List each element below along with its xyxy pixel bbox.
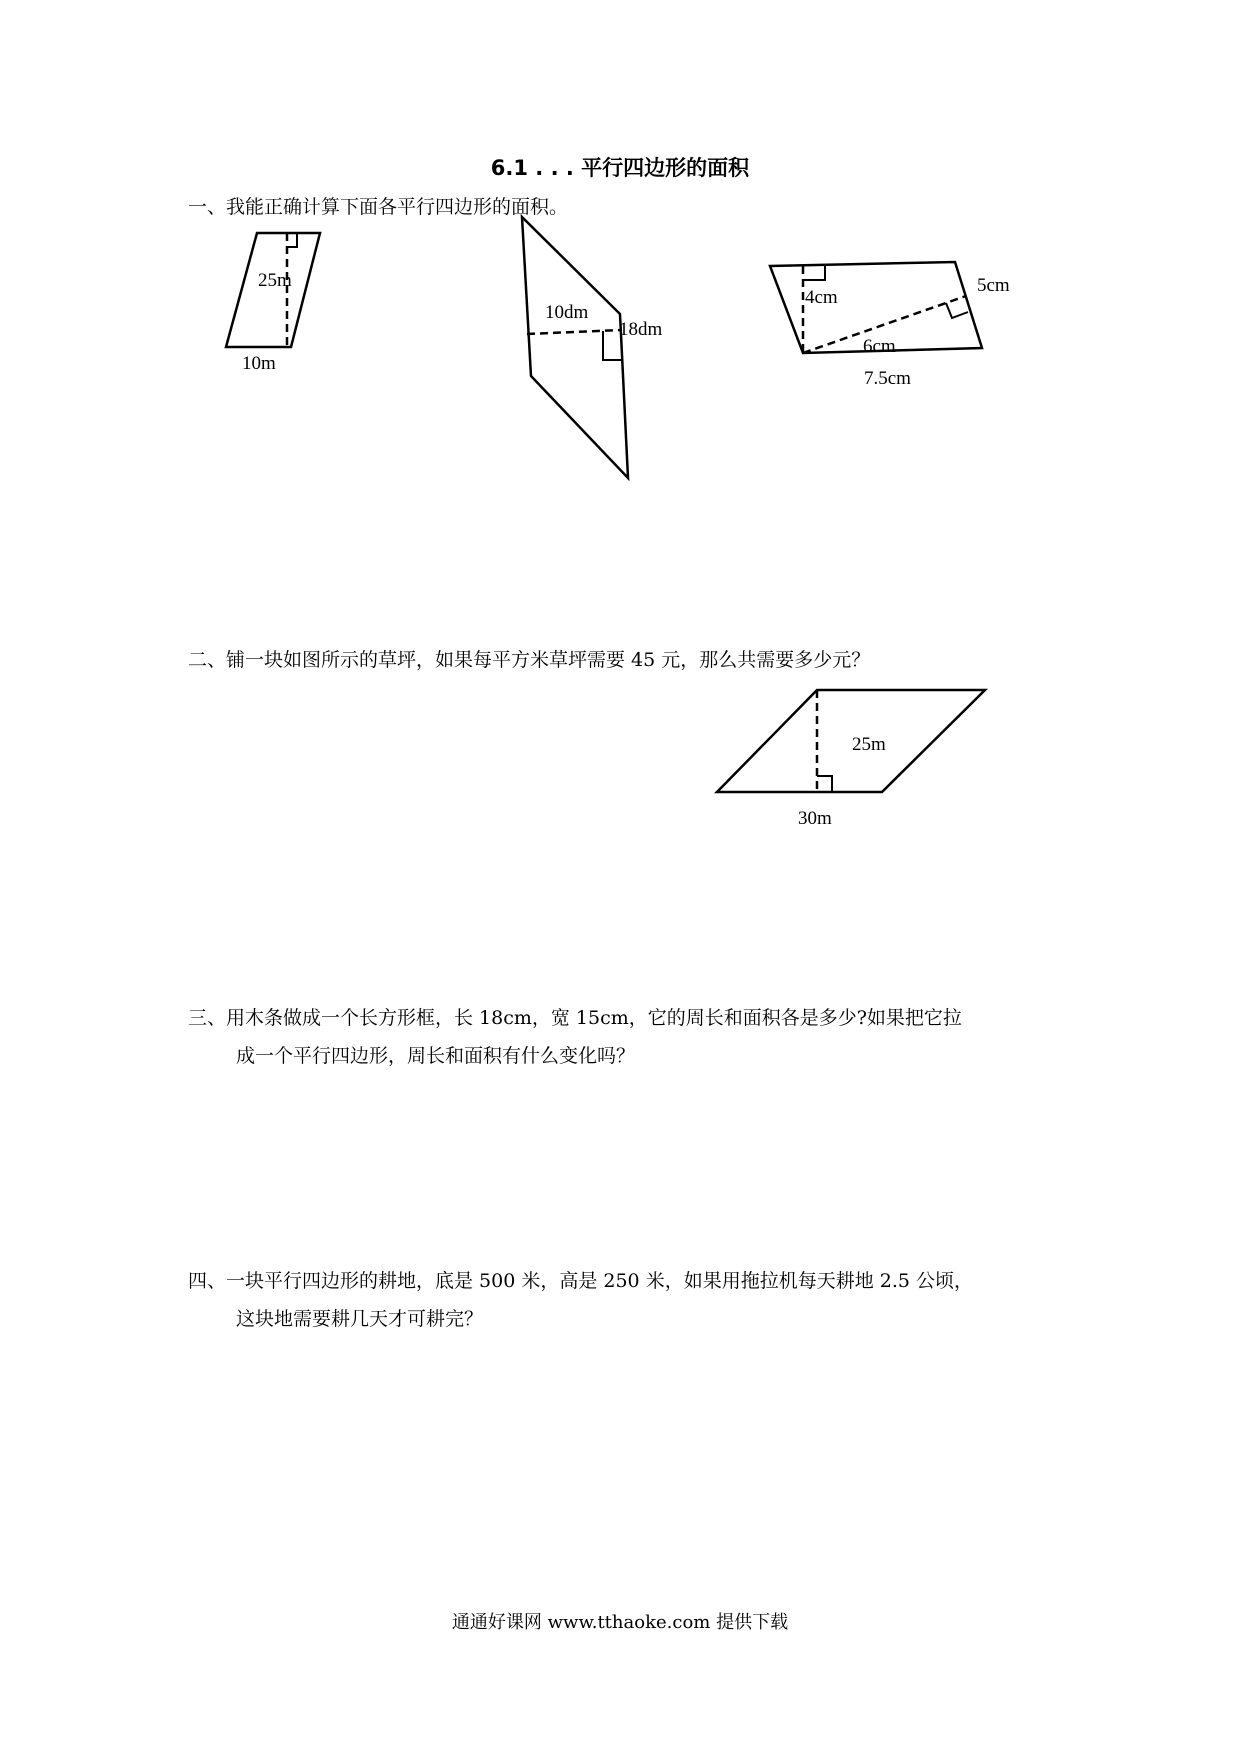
figure-4-height-label: 25m [852, 734, 886, 755]
question-4-line-2: 这块地需要耕几天才可耕完？ [236, 1308, 484, 1330]
figure-3-side-label: 5cm [977, 275, 1010, 296]
figure-3-height-label: 4cm [805, 287, 838, 308]
figure-1-base-label: 10m [242, 353, 276, 374]
question-4-line-1: 四、一块平行四边形的耕地，底是 500 米，高是 250 米，如果用拖拉机每天耕地 2.5 公顷， [188, 1270, 973, 1292]
question-1-text: 一、我能正确计算下面各平行四边形的面积。 [188, 196, 569, 218]
page-title: 6.1 . . . 平行四边形的面积 [490, 156, 750, 180]
figure-3-base-label: 7.5cm [864, 368, 911, 389]
figure-4-parallelogram [717, 690, 985, 792]
figure-1-height-label: 25m [258, 270, 292, 291]
question-3 [188, 999, 962, 1075]
figure-3-alt-label: 6cm [863, 336, 896, 357]
question-2-text: 二、铺一块如图所示的草坪，如果每平方米草坪需要 45 元，那么共需要多少元？ [188, 649, 871, 671]
figure-2-side-label: 18dm [619, 319, 663, 340]
footer-credit: 通通好课网 www.tthaoke.com 提供下载 [451, 1612, 789, 1633]
figure-4-base-label: 30m [798, 808, 832, 829]
question-3-line-2: 成一个平行四边形，周长和面积有什么变化吗？ [236, 1045, 636, 1067]
figure-2-parallelogram [522, 217, 628, 478]
figure-2-height-label: 10dm [545, 302, 589, 323]
question-2 [188, 641, 870, 679]
question-3-line-1: 三、用木条做成一个长方形框，长 18cm，宽 15cm，它的周长和面积各是多少?如果把它拉 [188, 1007, 962, 1029]
question-4 [188, 1262, 973, 1338]
